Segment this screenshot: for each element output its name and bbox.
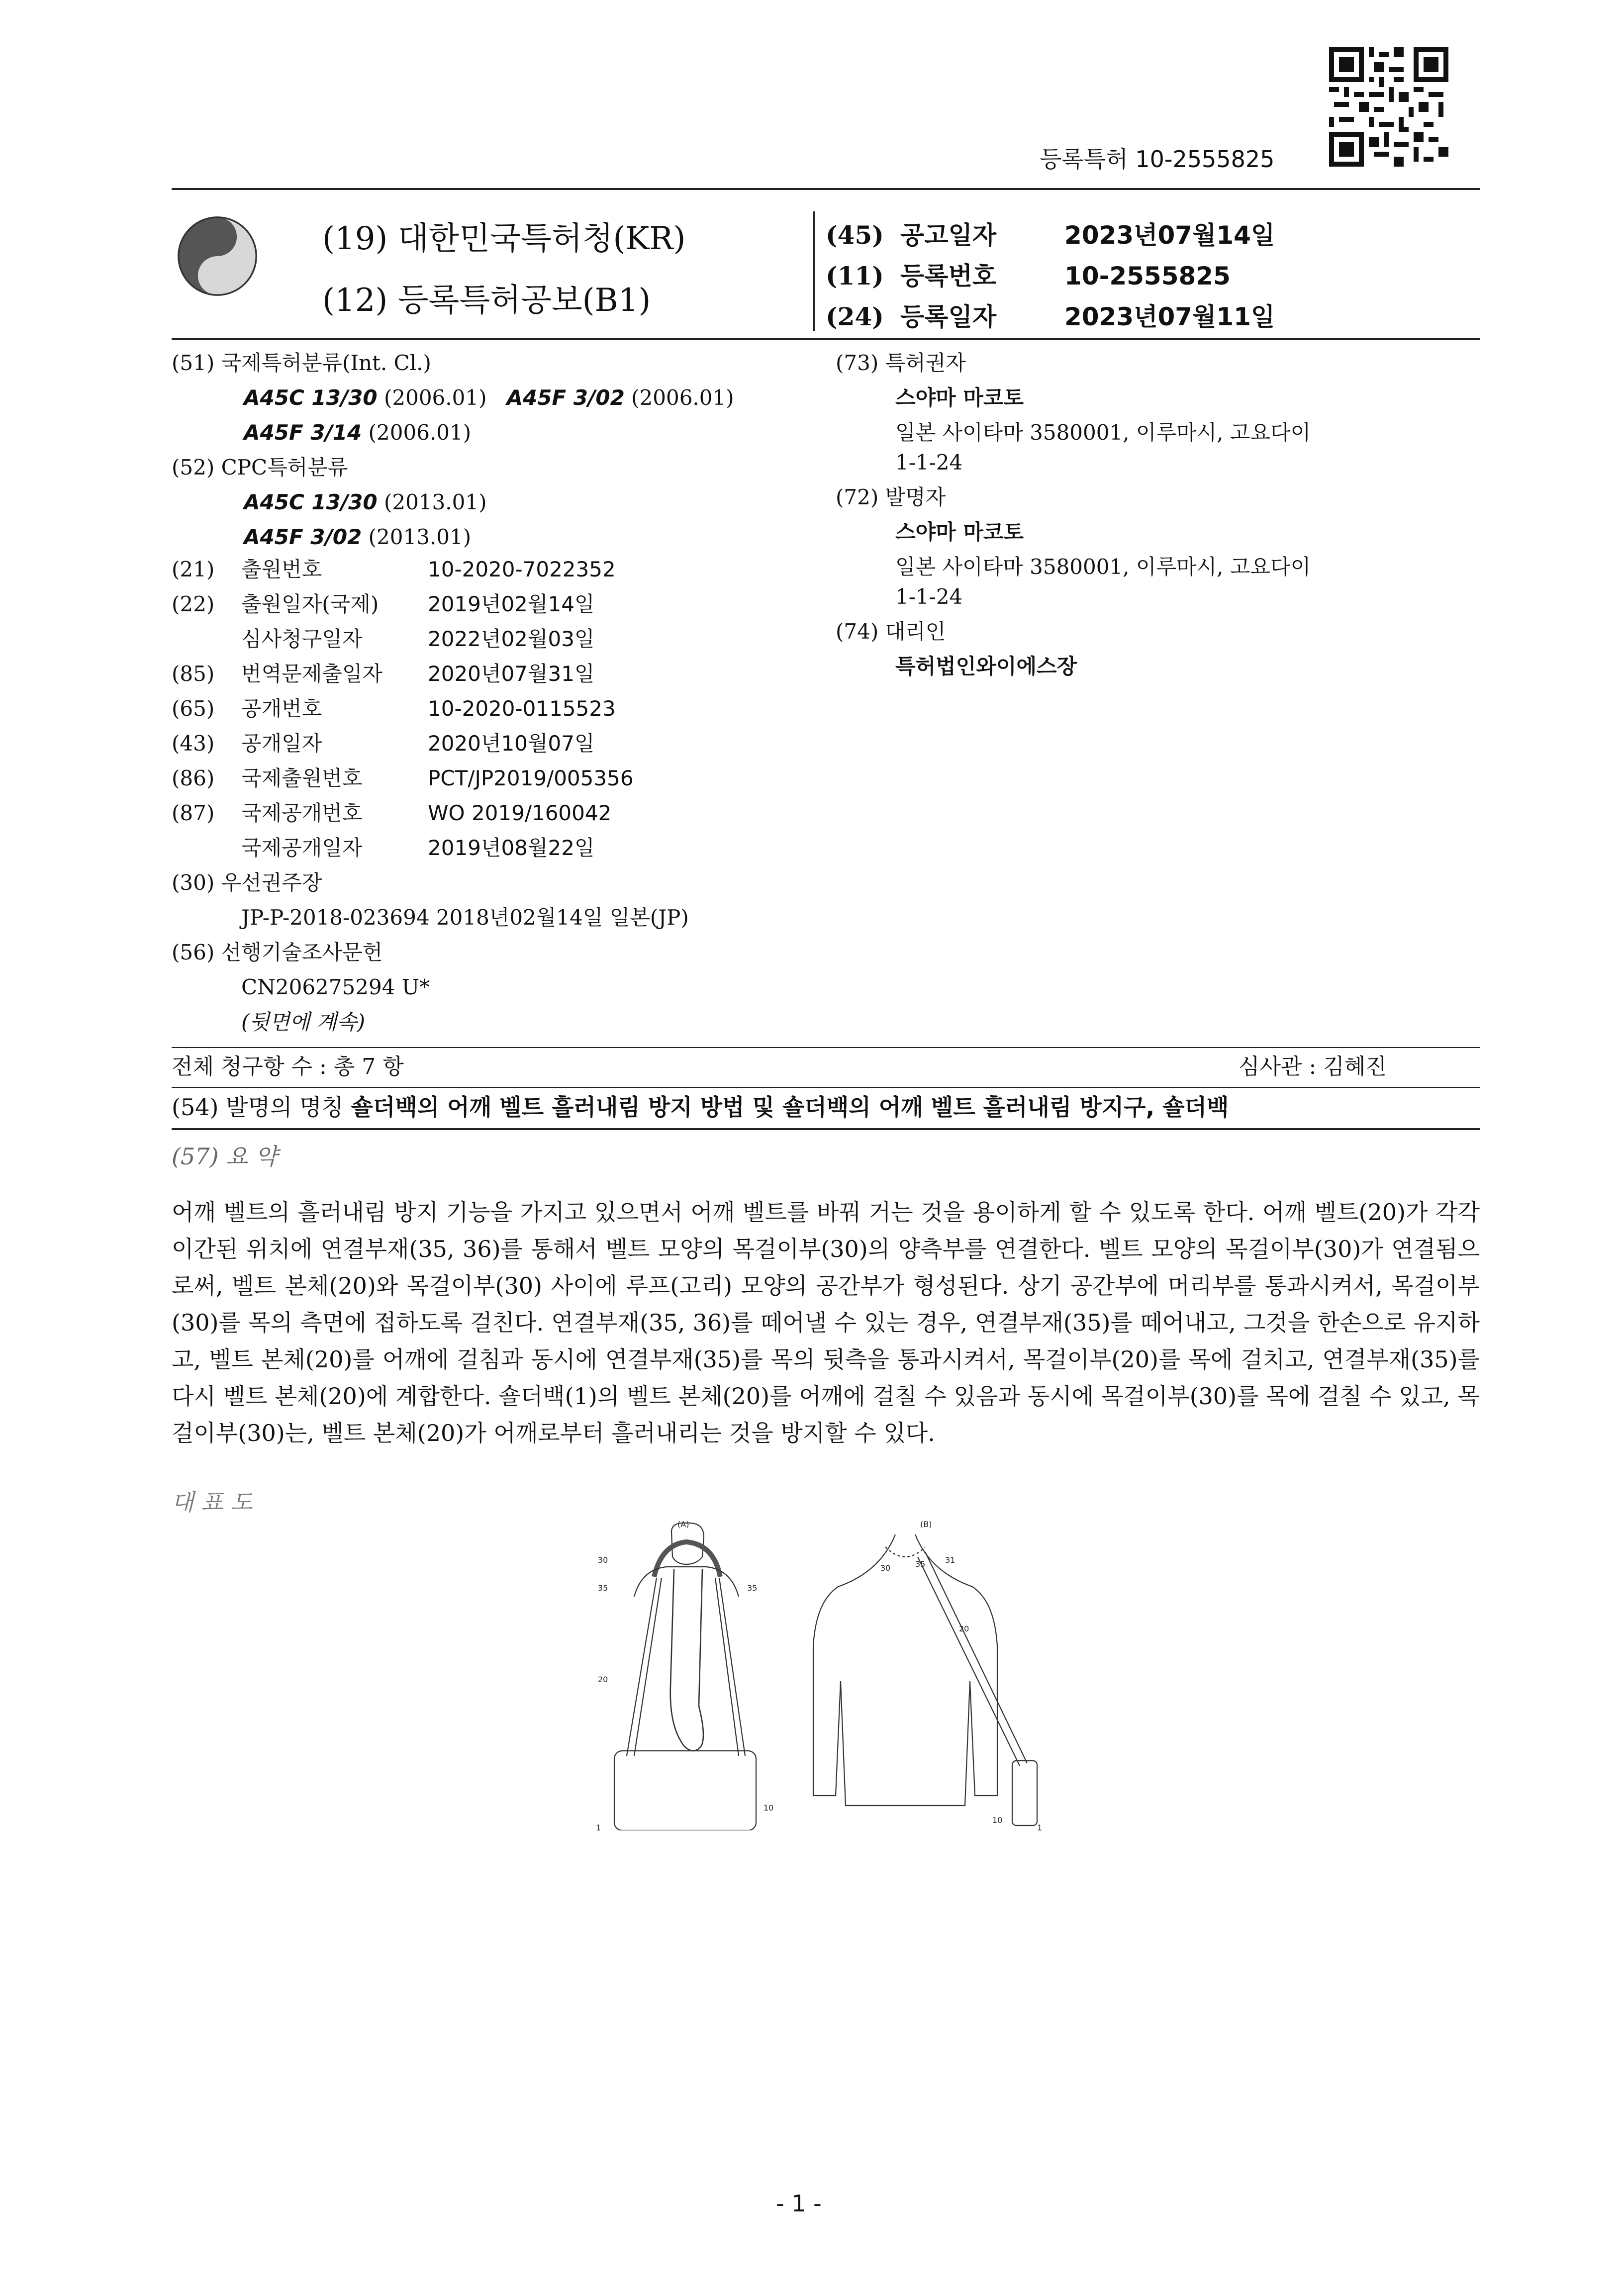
publication-type: (12) 등록특허공보(B1) xyxy=(322,282,651,319)
field-22b: 심사청구일자 2022년02월03일 xyxy=(241,627,595,651)
field-87b: 국제공개일자 2019년08월22일 xyxy=(241,836,595,860)
registration-label: 등록특허 10-2555825 xyxy=(1040,146,1275,173)
field-51: (51) 국제특허분류(Int. Cl.) xyxy=(172,351,431,375)
owner-name: 스야마 마코토 xyxy=(895,385,1024,410)
cpc-row-1: A45C 13/30 (2013.01) xyxy=(244,490,487,514)
figure-label-a: (A) xyxy=(677,1520,689,1529)
field-22: (22) 출원일자(국제) 2019년02월14일 xyxy=(172,592,595,616)
strap-left-1 xyxy=(627,1578,657,1756)
cross-strap-2 xyxy=(925,1552,1027,1763)
inventor-address-1: 일본 사이타마 3580001, 이루마시, 고요다이 xyxy=(895,555,1311,579)
field-30: (30) 우선권주장 xyxy=(172,870,322,895)
field-74: (74) 대리인 xyxy=(836,619,946,644)
field-52: (52) CPC특허분류 xyxy=(172,455,348,479)
claims-rule-top xyxy=(172,1047,1480,1048)
svg-text:10: 10 xyxy=(992,1815,1003,1825)
field-73: (73) 특허권자 xyxy=(836,351,966,375)
svg-text:1: 1 xyxy=(596,1823,601,1830)
bag-body xyxy=(614,1751,756,1830)
prior-art: CN206275294 U* xyxy=(241,975,430,999)
svg-text:30: 30 xyxy=(880,1563,891,1573)
abstract-text: 어깨 벨트의 흘러내림 방지 기능을 가지고 있으면서 어깨 벨트를 바꿔 거는 것을 용이하게 할 수 있도록 한다. 어깨 벨트(20)가 각각 이간된 위치에 연결부재(35, 36)를 통해서 벨트 모양의 목걸이부(30)의 양측부를 연결한다. 벨트 모양의 목걸이부(30)가 연결됨으로써, 벨트 본체(20)와 목걸이부(30) 사이에 루프(고리) 모양의 공간부가 형성된다. 상기 공간부에 머리부를 통과시켜서, 목걸이부(30)를 목의 측면에 접하도록 걸친다. 연결부재(35, 36)를 떼어낼 수 있는 경우, 연결부재(35)를 떼어내고, 그것을 한손으로 유지하고, 벨트 본체(20)를 어깨에 걸침과 동시에 연결부재(35)를 목의 뒷측을 통과시켜서, 목걸이부(20)를 목에 걸치고, 연결부재(35)를 다시 벨트 본체(20)에 계합한다. 숄더백(1)의 벨트 본체(20)를 어깨에 걸칠 수 있음과 동시에 목걸이부(30)를 목에 걸칠 수 있고, 목걸이부(30)는, 벨트 본체(20)가 어깨로부터 흘러내리는 것을 방지할 수 있다. xyxy=(172,1199,1480,1446)
svg-text:30: 30 xyxy=(598,1555,608,1565)
total-claims: 전체 청구항 수 : 총 7 항 xyxy=(172,1054,404,1079)
collar-outline xyxy=(885,1547,925,1557)
pub-date-row: (45) 공고일자 2023년07월14일 xyxy=(826,220,1275,250)
strap-right-1 xyxy=(715,1578,739,1756)
owner-address-2: 1-1-24 xyxy=(895,450,963,475)
reg-date-row: (24) 등록일자 2023년07월11일 xyxy=(826,302,1275,331)
pub-dates-block xyxy=(826,215,1275,337)
ipc-row-2: A45F 3/14 (2006.01) xyxy=(244,420,472,445)
strap-right-2 xyxy=(719,1578,745,1756)
field-56: (56) 선행기술조사문헌 xyxy=(172,940,383,964)
invention-title-line xyxy=(172,1092,1229,1122)
inventor-name: 스야마 마코토 xyxy=(895,520,1024,544)
figure-label-b: (B) xyxy=(920,1520,932,1529)
cross-strap-1 xyxy=(918,1557,1020,1766)
header-rule-top xyxy=(172,188,1480,190)
ipc-row-1: A45C 13/30 (2006.01) A45F 3/02 (2006.01) xyxy=(244,385,734,410)
field-72: (72) 발명자 xyxy=(836,485,946,509)
agent-name: 특허법인와이에스장 xyxy=(895,654,1077,678)
kipo-logo-icon xyxy=(175,214,260,298)
svg-text:35: 35 xyxy=(747,1583,758,1593)
svg-text:35: 35 xyxy=(598,1583,608,1593)
svg-text:1: 1 xyxy=(1037,1823,1043,1830)
field-65: (65) 공개번호 10-2020-0115523 xyxy=(172,696,616,721)
svg-text:35: 35 xyxy=(915,1559,926,1569)
office-name: (19) 대한민국특허청(KR) xyxy=(322,220,686,257)
svg-text:20: 20 xyxy=(959,1624,969,1633)
figure-panel-a xyxy=(596,1520,773,1830)
small-bag xyxy=(1012,1761,1037,1825)
shoulder-outline xyxy=(634,1567,739,1597)
field-21: (21) 출원번호 10-2020-7022352 xyxy=(172,557,616,581)
svg-text:31: 31 xyxy=(945,1555,955,1565)
torso-outline xyxy=(813,1534,997,1806)
abstract-body xyxy=(172,1194,1480,1451)
reg-number-row: (11) 등록번호 10-2555825 xyxy=(826,261,1231,290)
arm-outline xyxy=(670,1569,703,1751)
title-block-divider xyxy=(813,211,815,331)
representative-figure xyxy=(587,1517,1045,1830)
owner-address-1: 일본 사이타마 3580001, 이루마시, 고요다이 xyxy=(895,420,1311,445)
abstract-heading: (57) 요 약 xyxy=(172,1143,278,1170)
invention-title: 숄더백의 어깨 벨트 흘러내림 방지 방법 및 숄더백의 어깨 벨트 흘러내림 방지구, 숄더백 xyxy=(351,1094,1229,1121)
page-number: - 1 - xyxy=(776,2190,822,2217)
title-rule-bottom xyxy=(172,1128,1480,1130)
strap-left-2 xyxy=(634,1578,662,1756)
neck-loop xyxy=(654,1542,720,1577)
header-rule-bottom xyxy=(172,338,1480,340)
field-43: (43) 공개일자 2020년10월07일 xyxy=(172,731,595,756)
representative-heading: 대 표 도 xyxy=(172,1489,253,1516)
claims-rule-bottom xyxy=(172,1087,1480,1088)
field-86: (86) 국제출원번호 PCT/JP2019/005356 xyxy=(172,766,634,790)
svg-text:20: 20 xyxy=(598,1675,608,1684)
continued-note: (뒷면에 계속) xyxy=(241,1010,365,1034)
inventor-address-2: 1-1-24 xyxy=(895,584,963,609)
svg-text:10: 10 xyxy=(764,1803,774,1813)
examiner: 심사관 : 김혜진 xyxy=(1239,1054,1387,1079)
invention-title-prefix: (54) 발명의 명칭 xyxy=(172,1094,344,1121)
field-87: (87) 국제공개번호 WO 2019/160042 xyxy=(172,801,612,825)
priority-claim: JP-P-2018-023694 2018년02월14일 일본(JP) xyxy=(241,905,689,930)
cpc-row-2: A45F 3/02 (2013.01) xyxy=(244,525,472,549)
figure-panel-b xyxy=(813,1520,1042,1830)
qr-code xyxy=(1329,47,1448,167)
field-85: (85) 번역문제출일자 2020년07월31일 xyxy=(172,662,595,686)
